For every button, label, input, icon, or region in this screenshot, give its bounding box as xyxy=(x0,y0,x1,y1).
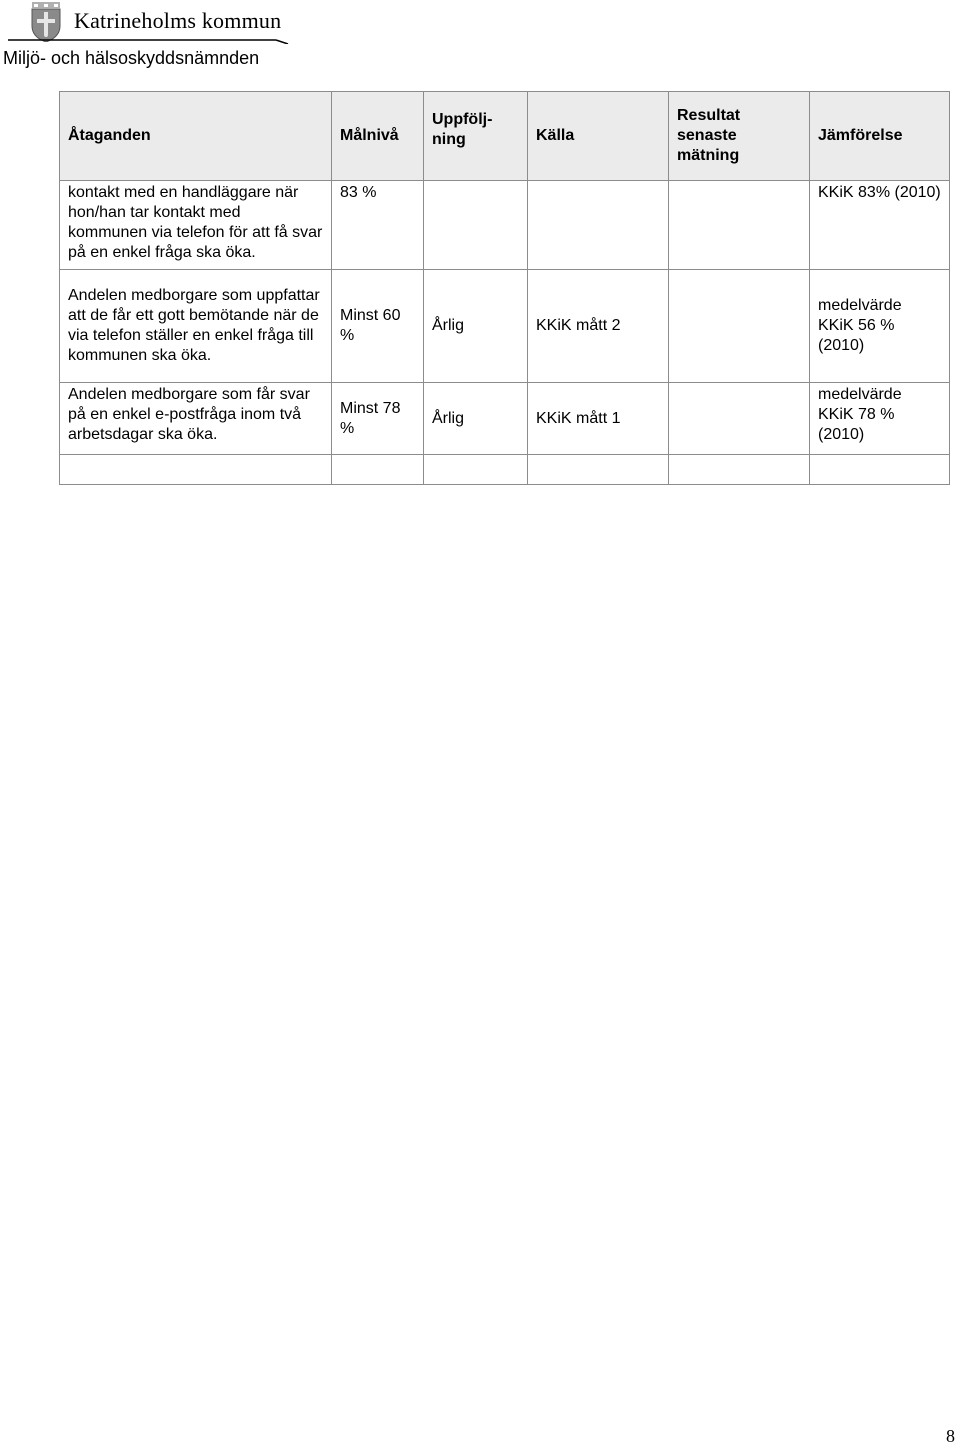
commitment-cell: Andelen medborgare som får svar på en enkel e-postfråga inom två arbetsdagar ska öka. xyxy=(60,383,332,455)
table-row xyxy=(60,181,950,270)
source-cell: KKiK mått 1 xyxy=(528,383,669,455)
header-target-level: Målnivå xyxy=(332,92,424,181)
page-number: 8 xyxy=(946,1426,955,1446)
comparison-cell: medelvärde KKiK 78 % (2010) xyxy=(810,383,950,455)
result-cell xyxy=(669,383,810,455)
table-row xyxy=(60,270,950,383)
commitment-cell: Andelen medborgare som uppfattar att de får ett gott bemötande när de via telefon ställer en enkel fråga till kommunen ska öka. xyxy=(60,270,332,383)
followup-cell xyxy=(424,455,528,485)
result-cell xyxy=(669,455,810,485)
target-cell: Minst 78 % xyxy=(332,383,424,455)
logo-underline xyxy=(8,38,292,44)
target-cell: 83 % xyxy=(332,181,424,270)
header-followup: Uppfölj-ning xyxy=(424,92,528,181)
comparison-cell xyxy=(810,455,950,485)
header-latest-result: Resultat senaste mätning xyxy=(669,92,810,181)
table-row xyxy=(60,455,950,485)
header-comparison: Jämförelse xyxy=(810,92,950,181)
source-cell xyxy=(528,455,669,485)
table-header-row xyxy=(60,92,950,181)
commitments-table xyxy=(59,91,950,485)
comparison-cell: medelvärde KKiK 56 % (2010) xyxy=(810,270,950,383)
followup-cell: Årlig xyxy=(424,270,528,383)
board-name: Miljö- och hälsoskyddsnämnden xyxy=(3,48,260,68)
logo-wordmark xyxy=(74,8,281,34)
source-cell xyxy=(528,181,669,270)
municipal-crest-icon xyxy=(29,2,63,42)
header-source: Källa xyxy=(528,92,669,181)
commitment-cell: kontakt med en handläggare när hon/han tar kontakt med kommunen via telefon för att få svar på en enkel fråga ska öka. xyxy=(60,181,332,270)
target-cell: Minst 60 % xyxy=(332,270,424,383)
result-cell xyxy=(669,181,810,270)
header-commitments: Åtaganden xyxy=(60,92,332,181)
logo-text: Katrineholms kommun xyxy=(74,8,282,33)
comparison-cell: KKiK 83% (2010) xyxy=(810,181,950,270)
page-header xyxy=(0,0,960,80)
followup-cell: Årlig xyxy=(424,383,528,455)
result-cell xyxy=(669,270,810,383)
commitment-cell xyxy=(60,455,332,485)
source-cell: KKiK mått 2 xyxy=(528,270,669,383)
target-cell xyxy=(332,455,424,485)
table-row xyxy=(60,383,950,455)
followup-cell xyxy=(424,181,528,270)
